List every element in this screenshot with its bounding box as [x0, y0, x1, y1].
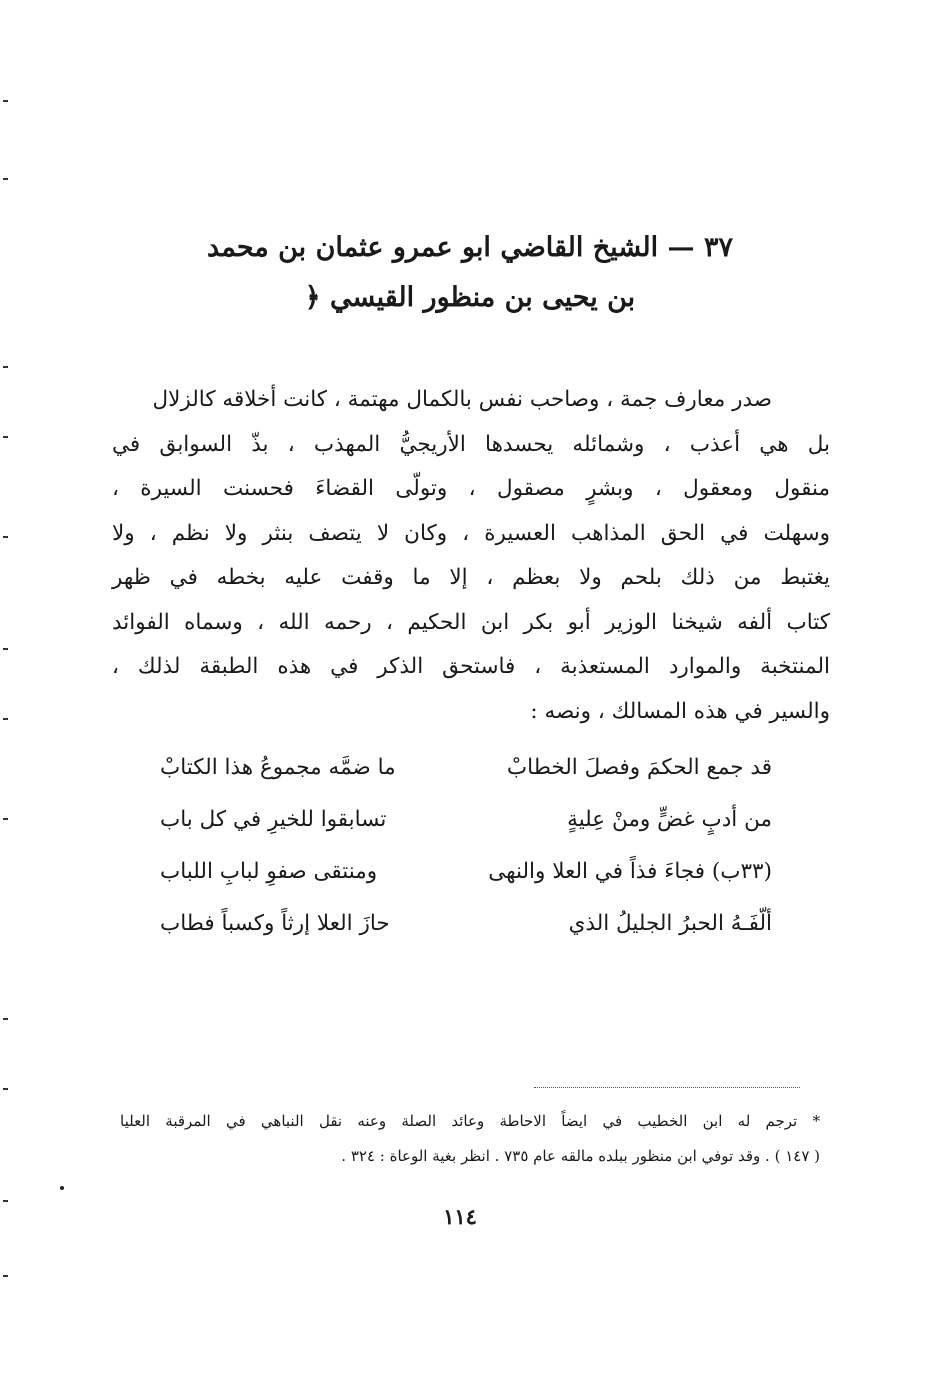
body-line: وسهلت في الحق المذاهب العسيرة ، وكان لا يتصف بنثر ولا نظم ، ولا: [112, 520, 830, 546]
scan-edge-mark: [3, 536, 8, 538]
verse-second-hemistich: حازَ العلا إرثاً وكسباً فطاب: [160, 911, 390, 936]
verse-line: [160, 898, 772, 950]
chapter-heading-line-1: ٣٧ — الشيخ القاضي ابو عمرو عثمان بن محمد: [207, 232, 733, 263]
page-number: ١١٤: [443, 1204, 477, 1229]
scan-edge-mark: [3, 818, 8, 820]
scan-edge-mark: [3, 178, 8, 180]
chapter-heading-line-2: بن يحيى بن منظور القيسي ﴿: [304, 282, 636, 313]
verse-line: [160, 742, 772, 794]
verse-second-hemistich: ما ضمَّه مجموعُ هذا الكتابْ: [160, 755, 396, 780]
body-line: كتاب ألفه شيخنا الوزير أبو بكر ابن الحكيم ، رحمه الله ، وسماه الفوائد: [112, 609, 830, 635]
scan-edge-mark: [3, 1200, 8, 1202]
verse-first-hemistich: ألّفَـهُ الحبرُ الجليلُ الذي: [568, 911, 772, 936]
verse-first-hemistich: من أدبٍ غضٍّ ومنْ عِليةٍ: [567, 807, 772, 832]
scan-edge-mark: [3, 436, 8, 438]
body-paragraph: [112, 378, 830, 734]
body-line: المنتخبة والموارد المستعذبة ، فاستحق الذكر في هذه الطبقة لذلك ،: [112, 654, 830, 679]
verse-first-hemistich: قد جمع الحكمَ وفصلَ الخطابْ: [506, 755, 772, 780]
scan-edge-mark: [3, 718, 8, 720]
scan-speck: [60, 1186, 64, 1190]
scan-edge-mark: [3, 366, 8, 368]
verse-line: [160, 794, 772, 846]
verse-second-hemistich: تسابقوا للخيرِ في كل باب: [160, 807, 387, 832]
poem: [160, 742, 772, 950]
footnote-line: ( ١٤٧ ) . وقد توفي ابن منظور ببلده مالقه عام ٧٣٥ . انظر بغية الوعاة : ٣٢٤ .: [341, 1147, 820, 1165]
body-line: يغتبط من ذلك بلحم ولا بعظم ، إلا ما وقفت عليه بخطه في ظهر: [112, 565, 830, 590]
verse-second-hemistich: ومنتقى صفوِ لبابِ اللباب: [160, 859, 378, 884]
scan-edge-mark: [3, 648, 8, 650]
verse-first-hemistich: (٣٣ب) فجاءَ فذاً في العلا والنهى: [488, 859, 772, 884]
scan-edge-mark: [3, 1088, 8, 1090]
body-line: صدر معارف جمة ، وصاحب نفس بالكمال مهتمة ، كانت أخلاقه كالزلال: [152, 387, 772, 412]
body-line: منقول ومعقول ، وبشرٍ مصقول ، وتولّى القضاءَ فحسنت السيرة ،: [112, 476, 830, 501]
body-line: بل هي أعذب ، وشمائله يحسدها الأريجيُّ المهذب ، بذّ السوابق في: [112, 431, 830, 457]
footnote-separator: [534, 1087, 800, 1088]
body-line: والسير في هذه المسالك ، ونصه :: [530, 698, 830, 724]
verse-line: [160, 846, 772, 898]
footnote-line: * ترجم له ابن الخطيب في ايضاً الاحاطة وعائد الصلة وعنه نقل النباهي في المرقبة العليا: [120, 1112, 820, 1130]
scan-edge-mark: [3, 1018, 8, 1020]
scan-edge-mark: [3, 1275, 8, 1277]
scan-edge-mark: [3, 100, 8, 102]
